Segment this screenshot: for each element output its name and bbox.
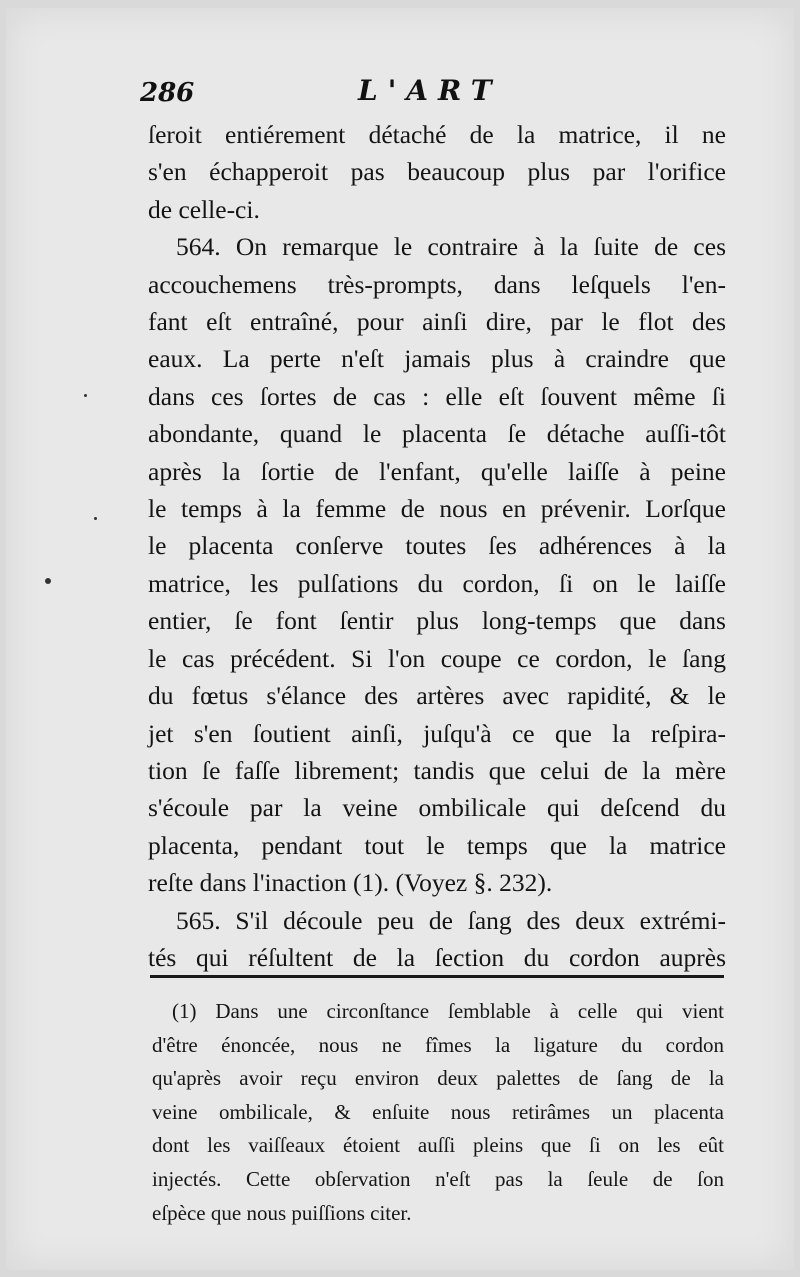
text-line: tés qui réſultent de la ſection du cordon auprès xyxy=(148,942,726,972)
footnote-line: veine ombilicale, & enſuite nous retirâmes un placenta xyxy=(152,1099,724,1124)
text-line: du fœtus s'élance des artères avec rapidité, & le xyxy=(148,681,726,711)
text-line: après la ſortie de l'enfant, qu'elle laiſſe à peine xyxy=(148,456,726,486)
text-line: abondante, quand le placenta ſe détache auſſi-tôt xyxy=(148,419,726,449)
text-line: eaux. La perte n'eſt jamais plus à craindre que xyxy=(148,344,726,374)
footnote xyxy=(152,995,724,1230)
text-line: s'écoule par la veine ombilicale qui deſcend du xyxy=(148,793,726,823)
footnote-line: dont les vaiſſeaux étoient auſſi pleins que ſi on les eût xyxy=(152,1133,724,1158)
text-line: ſeroit entiérement détaché de la matrice, il ne xyxy=(148,120,726,149)
text-line: jet s'en ſoutient ainſi, juſqu'à ce que la reſpira- xyxy=(148,718,726,748)
text-line: le cas précédent. Si l'on coupe ce cordon, le ſang xyxy=(148,643,726,673)
running-head: L'ART xyxy=(358,74,502,107)
footnote-line: qu'après avoir reçu environ deux palettes de ſang de la xyxy=(152,1066,724,1091)
footnote-line: eſpèce que nous puiſſions citer. xyxy=(152,1200,412,1225)
body-text xyxy=(148,116,726,976)
text-line: dans ces ſortes de cas : elle eſt ſouvent même ſi xyxy=(148,381,726,411)
text-line: le placenta conſerve toutes ſes adhérences à la xyxy=(148,531,726,561)
text-line: le temps à la femme de nous en prévenir. Lorſque xyxy=(148,494,726,524)
text-line: s'en échapperoit pas beaucoup plus par l'orifice xyxy=(148,157,726,187)
footnote-separator xyxy=(150,975,724,978)
ink-speck xyxy=(84,394,87,397)
text-line: 564. On remarque le contraire à la ſuite de ces xyxy=(176,232,726,262)
page-number: 286 xyxy=(140,78,195,108)
text-line: reſte dans l'inaction (1). (Voyez §. 232). xyxy=(148,868,553,898)
ink-speck xyxy=(45,578,51,584)
text-line: de celle-ci. xyxy=(148,194,260,224)
footnote-line: d'être énoncée, nous ne fîmes la ligature du cordon xyxy=(152,1032,724,1057)
footnote-line: injectés. Cette obſervation n'eſt pas la ſeule de ſon xyxy=(152,1166,724,1191)
text-line: fant eſt entraîné, pour ainſi dire, par le flot des xyxy=(148,307,726,337)
footnote-line: (1) Dans une circonſtance ſemblable à celle qui vient xyxy=(172,999,724,1023)
ink-speck xyxy=(94,517,97,520)
page-header xyxy=(0,72,800,112)
text-line: accouchemens très-prompts, dans leſquels l'en- xyxy=(148,269,726,299)
text-line: matrice, les pulſations du cordon, ſi on le laiſſe xyxy=(148,568,726,598)
text-line: 565. S'il découle peu de ſang des deux extrémi- xyxy=(176,905,726,935)
text-line: entier, ſe font ſentir plus long-temps que dans xyxy=(148,606,726,636)
text-line: tion ſe faſſe librement; tandis que celui de la mère xyxy=(148,755,726,785)
text-line: placenta, pendant tout le temps que la matrice xyxy=(148,830,726,860)
